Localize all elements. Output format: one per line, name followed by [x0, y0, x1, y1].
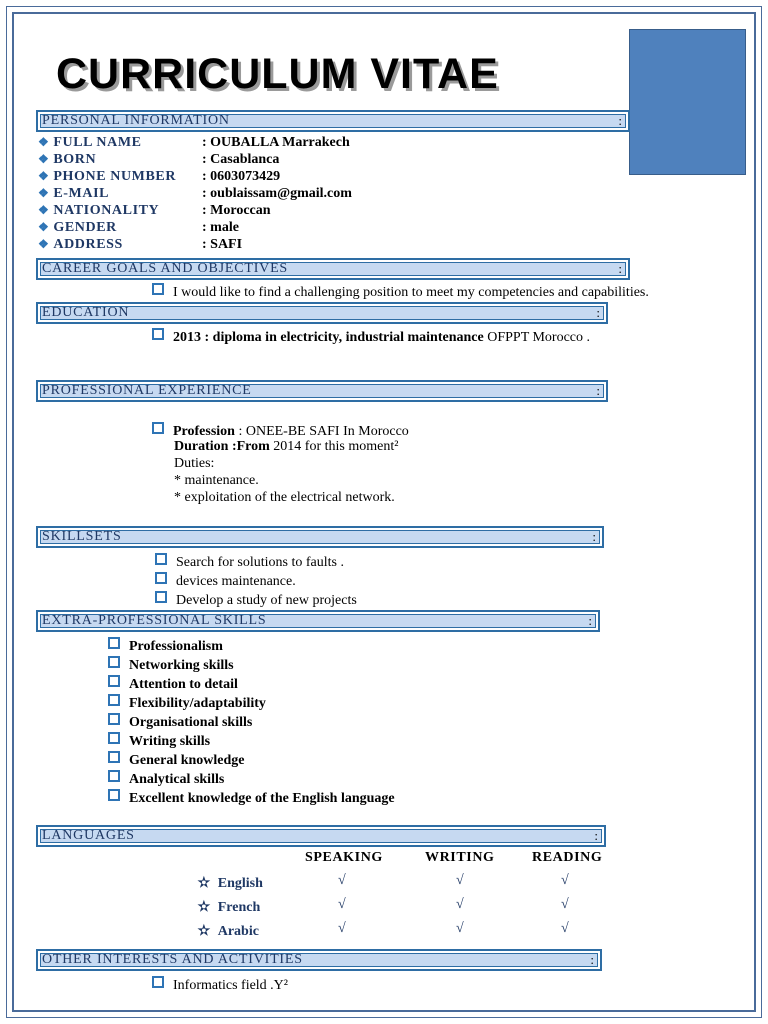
check-mark: √ — [338, 897, 346, 912]
diamond-bullet-icon: ❖ — [38, 152, 50, 166]
square-bullet-icon — [155, 591, 167, 603]
square-bullet-icon — [108, 637, 120, 649]
info-value: : 0603073429 — [202, 169, 281, 184]
info-value: : Moroccan — [202, 203, 271, 218]
extra-skill-item: Organisational skills — [108, 713, 252, 731]
experience-duty: * maintenance. — [174, 473, 259, 488]
extra-skill-item: Analytical skills — [108, 770, 224, 788]
square-bullet-icon — [152, 283, 164, 295]
section-colon: : — [596, 305, 600, 320]
info-label: FULL NAME — [53, 135, 142, 150]
language-english: ✫ English — [198, 876, 263, 891]
info-value: : SAFI — [202, 237, 243, 252]
diamond-bullet-icon: ❖ — [38, 237, 50, 251]
section-title: SKILLSETS — [42, 529, 122, 544]
square-bullet-icon — [108, 732, 120, 744]
section-title: EXTRA-PROFESSIONAL SKILLS — [42, 613, 267, 628]
info-value: : OUBALLA Marrakech — [202, 135, 350, 150]
section-colon: : — [588, 613, 592, 628]
extra-skill-item: General knowledge — [108, 751, 245, 769]
section-colon: : — [592, 529, 596, 544]
check-mark: √ — [561, 921, 569, 936]
square-bullet-icon — [152, 976, 164, 988]
experience-duties-label: Duties: — [174, 456, 215, 471]
check-mark: √ — [338, 873, 346, 888]
section-colon: : — [594, 828, 598, 843]
info-label: NATIONALITY — [53, 203, 160, 218]
square-bullet-icon — [108, 713, 120, 725]
diamond-bullet-icon: ❖ — [38, 186, 50, 200]
extra-skill-item: Networking skills — [108, 656, 234, 674]
diamond-bullet-icon: ❖ — [38, 169, 50, 183]
check-mark: √ — [561, 873, 569, 888]
star-icon: ✫ — [198, 900, 210, 915]
info-value: : Casablanca — [202, 152, 280, 167]
section-header-languages — [36, 825, 606, 847]
section-colon: : — [596, 383, 600, 398]
section-header-personal — [36, 110, 630, 132]
info-label: ADDRESS — [53, 237, 123, 252]
square-bullet-icon — [155, 572, 167, 584]
check-mark: √ — [456, 897, 464, 912]
section-title: OTHER INTERESTS AND ACTIVITIES — [42, 952, 303, 967]
check-mark: √ — [456, 873, 464, 888]
section-colon: : — [590, 952, 594, 967]
square-bullet-icon — [108, 770, 120, 782]
check-mark: √ — [561, 897, 569, 912]
education-item: 2013 : diploma in electricity, industrial maintenance OFPPT Morocco . — [152, 328, 590, 346]
experience-duty: * exploitation of the electrical network. — [174, 490, 395, 505]
section-header-experience — [36, 380, 608, 402]
check-mark: √ — [456, 921, 464, 936]
extra-skill-item: Flexibility/adaptability — [108, 694, 266, 712]
info-label: E-MAIL — [53, 186, 110, 201]
section-header-extra-skills — [36, 610, 600, 632]
interest-item: Informatics field .Y² — [152, 976, 288, 994]
extra-skill-item: Writing skills — [108, 732, 210, 750]
star-icon: ✫ — [198, 876, 210, 891]
section-header-interests — [36, 949, 602, 971]
section-title: CAREER GOALS AND OBJECTIVES — [42, 261, 289, 276]
language-arabic: ✫ Arabic — [198, 924, 259, 939]
language-column-speaking: SPEAKING — [305, 850, 383, 865]
square-bullet-icon — [152, 328, 164, 340]
info-label: PHONE NUMBER — [53, 169, 177, 184]
star-icon: ✫ — [198, 924, 210, 939]
square-bullet-icon — [108, 751, 120, 763]
extra-skill-item: Attention to detail — [108, 675, 238, 693]
language-french: ✫ French — [198, 900, 261, 915]
section-header-education — [36, 302, 608, 324]
square-bullet-icon — [108, 675, 120, 687]
extra-skill-item: Professionalism — [108, 637, 223, 655]
experience-profession: Profession : ONEE-BE SAFI In Morocco — [152, 422, 409, 440]
diamond-bullet-icon: ❖ — [38, 203, 50, 217]
check-mark: √ — [338, 921, 346, 936]
language-column-writing: WRITING — [425, 850, 495, 865]
square-bullet-icon — [152, 422, 164, 434]
section-title: LANGUAGES — [42, 828, 135, 843]
page-title: CURRICULUM VITAE — [56, 50, 499, 98]
section-title: PROFESSIONAL EXPERIENCE — [42, 383, 252, 398]
square-bullet-icon — [108, 789, 120, 801]
section-title: EDUCATION — [42, 305, 130, 320]
info-label: BORN — [53, 152, 97, 167]
square-bullet-icon — [108, 656, 120, 668]
section-colon: : — [618, 113, 622, 128]
section-header-career — [36, 258, 630, 280]
square-bullet-icon — [108, 694, 120, 706]
square-bullet-icon — [155, 553, 167, 565]
section-colon: : — [618, 261, 622, 276]
experience-duration: Duration :From 2014 for this moment² — [174, 439, 399, 454]
extra-skill-item: Excellent knowledge of the English language — [108, 789, 395, 807]
diamond-bullet-icon: ❖ — [38, 135, 50, 149]
info-value: : oublaissam@gmail.com — [202, 186, 352, 201]
photo-placeholder — [629, 29, 746, 175]
section-title: PERSONAL INFORMATION — [42, 113, 230, 128]
info-value: : male — [202, 220, 239, 235]
skillset-item: devices maintenance. — [155, 572, 296, 590]
skillset-item: Search for solutions to faults . — [155, 553, 344, 571]
diamond-bullet-icon: ❖ — [38, 220, 50, 234]
info-label: GENDER — [53, 220, 117, 235]
skillset-item: Develop a study of new projects — [155, 591, 357, 609]
language-column-reading: READING — [532, 850, 603, 865]
career-goal: I would like to find a challenging position to meet my competencies and capabilities. — [152, 283, 649, 301]
section-header-skillsets — [36, 526, 604, 548]
